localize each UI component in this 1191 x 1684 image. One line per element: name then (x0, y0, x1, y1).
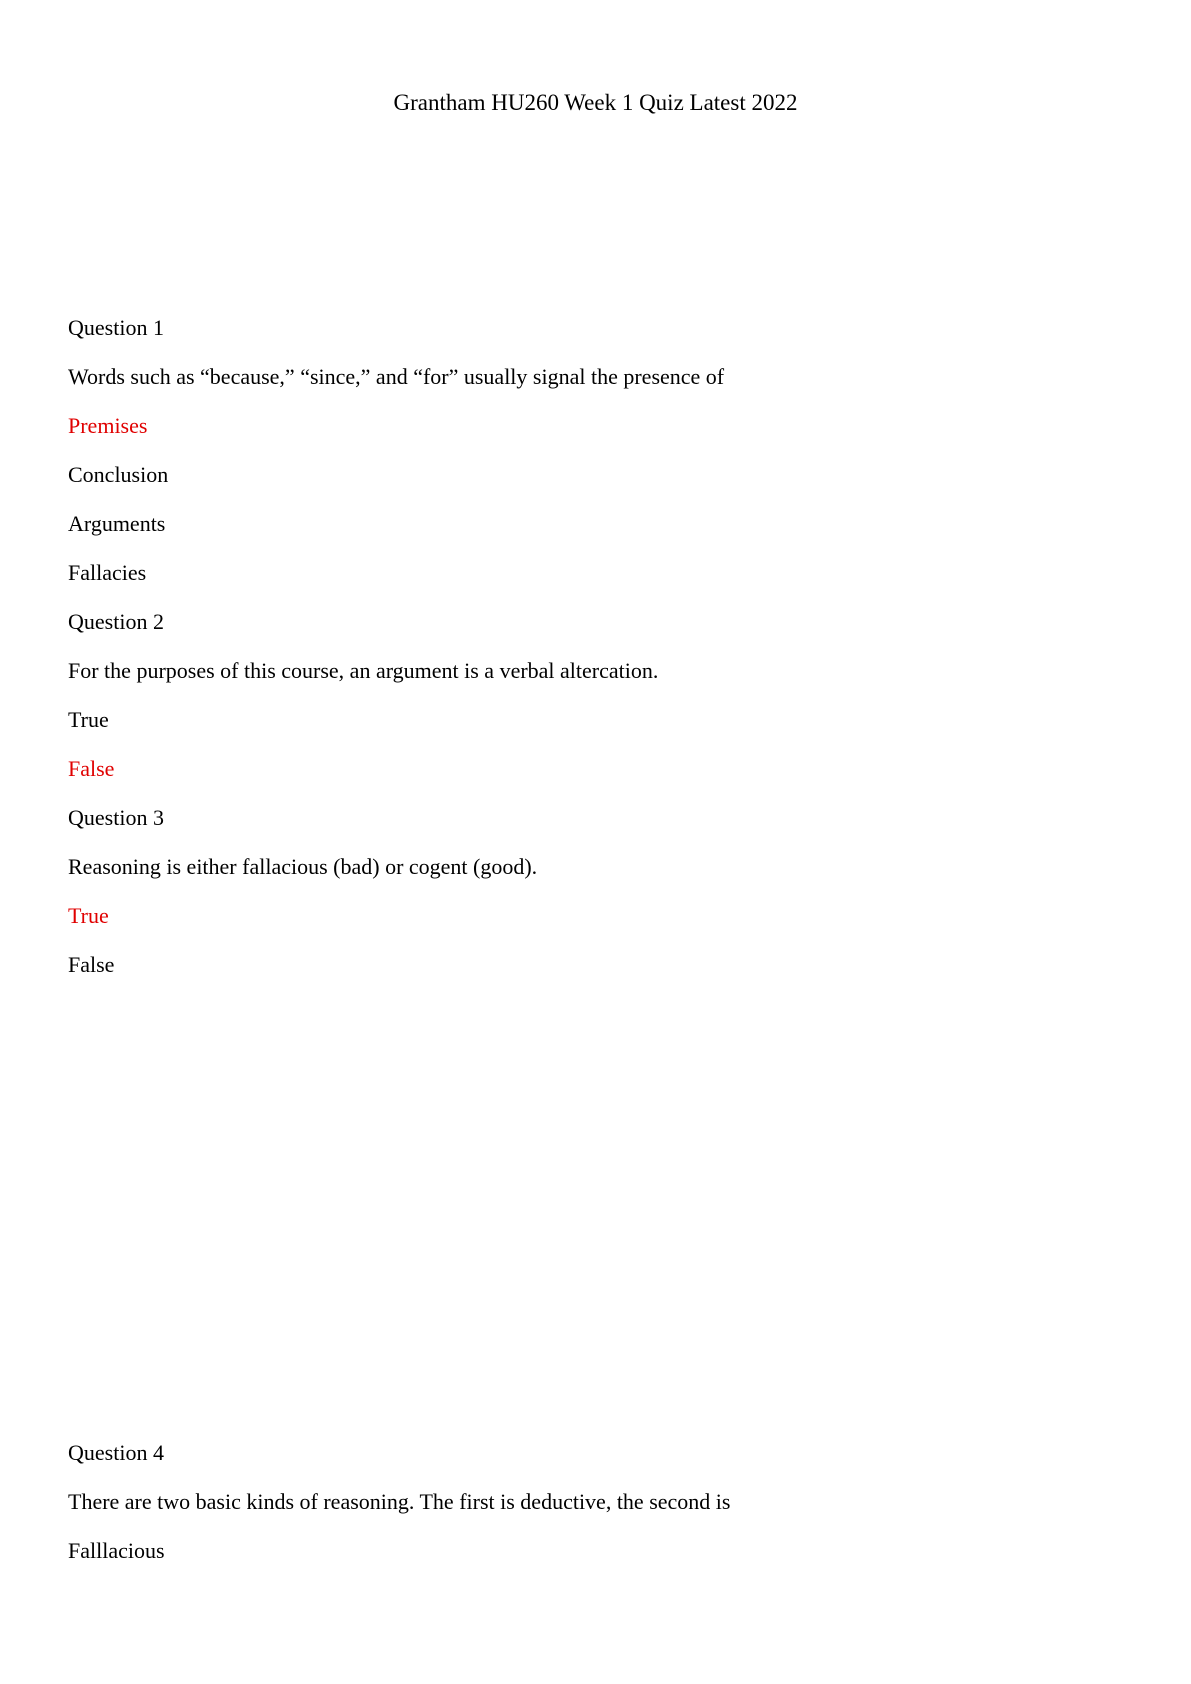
question-1-label: Question 1 (68, 315, 164, 340)
question-4-prompt: There are two basic kinds of reasoning. The first is deductive, the second is (68, 1489, 731, 1514)
question-3-label: Question 3 (68, 805, 164, 830)
question-4-option-1: Falllacious (68, 1538, 165, 1563)
question-3-prompt: Reasoning is either fallacious (bad) or cogent (good). (68, 854, 538, 879)
question-1-option-4: Fallacies (68, 560, 147, 585)
question-2-label: Question 2 (68, 609, 164, 634)
question-1-option-1: Premises (68, 413, 148, 438)
question-1-option-2: Conclusion (68, 462, 169, 487)
question-2-prompt: For the purposes of this course, an argument is a verbal altercation. (68, 658, 659, 683)
question-1-prompt: Words such as “because,” “since,” and “for” usually signal the presence of (68, 364, 725, 389)
question-4-label: Question 4 (68, 1440, 164, 1465)
question-2-option-1: True (68, 707, 109, 732)
question-3-option-2: False (68, 952, 115, 977)
document-title: Grantham HU260 Week 1 Quiz Latest 2022 (393, 90, 798, 115)
question-3-option-1: True (68, 903, 109, 928)
question-2-option-2: False (68, 756, 115, 781)
question-1-option-3: Arguments (68, 511, 166, 536)
